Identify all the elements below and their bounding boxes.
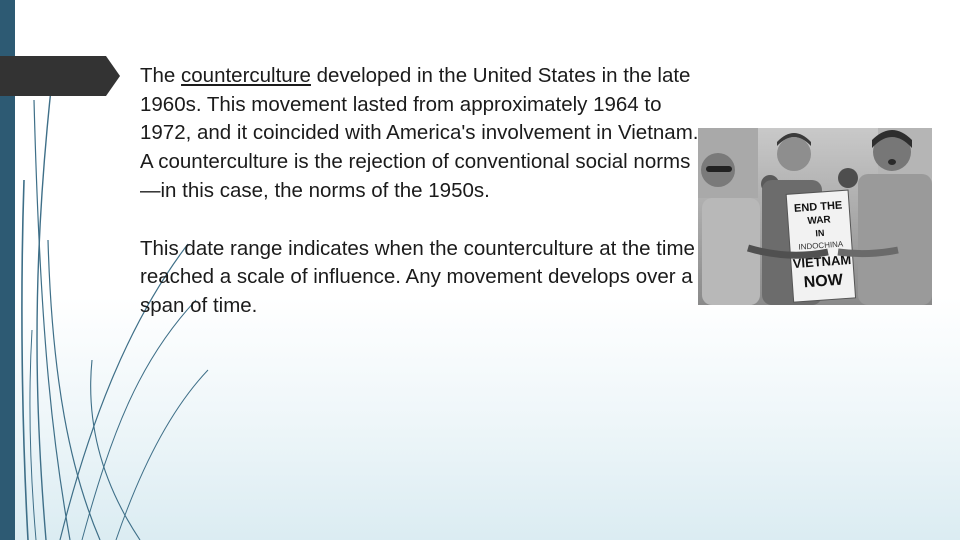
bullet-arrow-tab — [0, 56, 120, 96]
sign-line-3: IN — [815, 227, 825, 239]
sign-line-6: NOW — [803, 271, 844, 292]
sign-line-5: VIETNAM — [792, 252, 852, 272]
paragraph-1-lead: The — [140, 64, 182, 87]
body-text — [140, 62, 710, 321]
protest-photo-illustration — [698, 128, 932, 305]
paragraph-2: This date range indicates when the counterculture at the time reached a scale of influence. Any movement develops over a span of time. — [140, 236, 695, 317]
protest-photo — [698, 128, 932, 305]
paragraph-1-rest: developed in the United States in the late 1960s. This movement lasted from approximately 1964 to 1972, and it coincided with America's involvement in Vietnam. A counterculture is the rejection of conventional social norms—in this case, the norms of the 1950s. — [140, 64, 699, 202]
paragraph-1 — [140, 62, 710, 206]
sign-line-1: END THE — [793, 199, 843, 215]
counterculture-link[interactable]: counterculture — [181, 64, 311, 87]
sign-line-2: WAR — [807, 214, 832, 227]
sign-line-4: INDOCHINA — [798, 239, 844, 252]
